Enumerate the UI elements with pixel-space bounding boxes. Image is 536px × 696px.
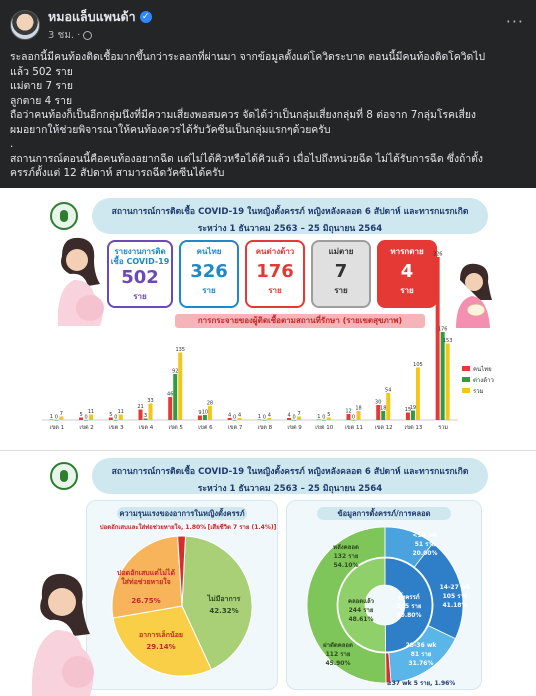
bar-value-label: 12 (345, 408, 352, 415)
stat-unit: ราย (334, 286, 348, 295)
bar-value-label: 46 (167, 391, 174, 398)
bar-value-label: 54 (385, 387, 392, 394)
pie-label-pneumonia-pct: 26.75% (131, 597, 161, 605)
stat-value: 176 (256, 261, 294, 282)
category-tick-label: เขต 6 (198, 425, 213, 431)
category-tick-label: เขต 3 (109, 425, 124, 431)
post-line: สถานการณ์ตอนนี้คือคนท้องอยากฉีด แต่ไม่ได้คิวหรือได้คิวแล้ว เมื่อไปถึงหน่วยฉีด ไม่ได้รับการฉีด ซึ่งถ้าตั้ง (10, 152, 483, 165)
category-tick-label: รวม (438, 425, 448, 431)
legend-swatch (462, 388, 470, 393)
author-row (48, 7, 152, 27)
stat-box-total (107, 240, 173, 308)
bar (411, 411, 415, 421)
panel1-title (92, 198, 488, 234)
stat-label: คนต่างด้าว (255, 247, 295, 256)
donut-label-28-36-text: 28-36 wk (405, 642, 437, 649)
bar-value-label: 30 (375, 399, 382, 406)
bar-value-label: 0 (292, 414, 296, 421)
donut-label-delivered-count: 244 ราย (348, 607, 374, 614)
legend-entry (462, 364, 494, 375)
bar-value-label: 5 (327, 412, 331, 418)
post-line: ถือว่าคนท้องก็เป็นอีกกลุ่มนึงที่มีความเสี่ยงพอสมควร จัดได้ว่าเป็นกลุ่มเสี่ยงกลุ่มที่ 8 ต่อจาก 7กลุ่มโรคเสี่ยง (10, 109, 477, 121)
bar-value-label: 0 (233, 414, 237, 421)
donut-label-delivered (339, 597, 383, 624)
category-tick-label: เขต 11 (345, 425, 363, 431)
severity-card-title: ความรุนแรงของอาการในหญิงตั้งครรภ์ (117, 507, 247, 520)
donut-label-pregnant-count: 255 ราย (396, 603, 422, 610)
bar-value-label: 4 (287, 412, 291, 419)
donut-label-csection-count: 112 ราย (325, 651, 351, 658)
bar-value-label: 7 (59, 411, 63, 417)
bar-value-label: 92 (172, 368, 179, 375)
donut-label-postpartum-count: 132 ราย (333, 553, 359, 560)
post-line: ลูกตาย 4 ราย (10, 94, 73, 107)
bar (297, 417, 301, 421)
post-line: ครรภ์ตั้งแต่ 12 สัปดาห์ สามารถฉีดวัคซีนได้ครับ (10, 167, 225, 179)
stat-unit: ราย (202, 286, 216, 295)
bar-chart-legend (462, 364, 494, 397)
category-tick-label: เขต 5 (168, 425, 183, 431)
panel2-title-line2: ระหว่าง 1 ธันวาคม 2563 – 25 มิถุนายน 2564 (197, 484, 383, 494)
bar (357, 411, 361, 420)
category-tick-label: เขต 8 (257, 425, 273, 431)
severity-pie-chart (107, 531, 257, 681)
bar (446, 344, 450, 421)
stat-unit: ราย (133, 292, 147, 301)
panel2-title-line1: สถานการณ์การติดเชื้อ COVID-19 ในหญิงตั้งครรภ์ หญิงหลังคลอด 6 สัปดาห์ และทารกแรกเกิด (111, 467, 469, 477)
bar-value-label: 0 (322, 414, 326, 421)
infographic-image[interactable] (0, 188, 536, 696)
pregnancy-card (286, 500, 482, 690)
donut-label-pregnant-pct: 50.80% (396, 612, 422, 619)
category-tick-label: เขต 2 (79, 425, 94, 431)
globe-icon (83, 31, 92, 40)
post-line: แม่ตาย 7 ราย (10, 80, 73, 92)
pie-label-mild-pct: 29.14% (146, 643, 176, 651)
stat-box-foreign (245, 240, 305, 308)
donut-label-postpartum-text: หลังคลอด (333, 544, 359, 551)
category-tick-label: เขต 10 (315, 425, 334, 431)
post-meta (48, 7, 152, 43)
post-text (10, 50, 525, 181)
bar-value-label: 19 (409, 405, 417, 411)
pregnant-woman-illustration-icon (44, 234, 108, 326)
bar-value-label: 326 (432, 251, 443, 258)
donut-label-csection (313, 641, 363, 668)
bar-value-label: 3 (143, 413, 148, 419)
bar-value-label: 21 (137, 404, 144, 410)
donut-label-postpartum-pct: 54.10% (333, 562, 359, 569)
post-line: แล้ว 502 ราย (10, 65, 73, 78)
bar-value-label: 0 (54, 414, 58, 421)
category-tick-label: เขต 1 (49, 425, 65, 431)
stat-boxes (107, 240, 437, 308)
legend-label: ต่างด้าว (473, 377, 494, 384)
legend-label: รวม (473, 388, 484, 395)
bar-value-label: 4 (238, 412, 242, 419)
bar (178, 353, 182, 421)
pregnancy-card-title: ข้อมูลการตั้งครรภ์/การคลอด (317, 507, 451, 520)
avatar[interactable] (10, 10, 40, 40)
stat-label: รายงานการติดเชื้อ COVID-19 (110, 247, 170, 266)
bar (436, 257, 440, 420)
bar-value-label: 0 (351, 414, 356, 421)
legend-entry (462, 386, 494, 397)
stat-box-infant-death (377, 240, 437, 308)
panel1-title-line2: ระหว่าง 1 ธันวาคม 2563 – 25 มิถุนายน 2564 (197, 224, 383, 234)
more-options-icon[interactable]: ··· (505, 12, 524, 31)
pie-label-mild: อาการเล็กน้อย (138, 631, 184, 639)
donut-label-pregnant-text: ตั้งครรภ์ (398, 594, 420, 601)
post-time[interactable]: 3 ชม. (48, 30, 75, 41)
bar-value-label: 4 (228, 412, 232, 419)
donut-label-lt14-text: <14 wk (412, 532, 438, 539)
ministry-logo-icon (50, 462, 78, 490)
legend-entry (462, 375, 494, 386)
donut-label-postpartum (323, 543, 369, 570)
post-line: . (10, 138, 14, 150)
mother-baby-illustration-icon (450, 260, 496, 328)
bar (406, 413, 410, 421)
donut-label-lt14 (403, 531, 447, 558)
bar-value-label: 0 (262, 414, 266, 421)
bar-value-label: 11 (117, 409, 124, 415)
bar-value-label: 28 (206, 400, 214, 407)
donut-label-lt14-pct: 20.00% (412, 550, 438, 557)
donut-label-28-36-pct: 31.76% (408, 660, 434, 667)
bar-value-label: 135 (175, 347, 185, 353)
stat-label: ทารกตาย (390, 247, 424, 256)
pie-label-death: [เสียชีวิต 7 ราย (1.4%)] (207, 524, 277, 531)
donut-label-lt14-count: 51 ราย (414, 541, 436, 548)
severity-card (86, 500, 278, 690)
panel2-title (92, 458, 488, 494)
bar-value-label: 4 (267, 412, 271, 419)
donut-label-14-27-text: 14-27 wk (439, 584, 471, 591)
bar-value-label: 1 (49, 414, 53, 420)
bar-value-label: 1 (257, 414, 261, 420)
bar (59, 417, 63, 421)
donut-label-csection-pct: 45.90% (325, 660, 351, 667)
pregnant-woman-bottom-illustration-icon (20, 568, 100, 696)
post-header (10, 8, 152, 42)
donut-label-28-36 (399, 641, 443, 668)
legend-swatch (462, 377, 470, 382)
pie-label-pneumonia: ปอดอักเสบแต่ไม่ได้ใส่ท่อช่วยหายใจ (117, 569, 176, 586)
donut-label-14-27-pct: 41.18% (442, 602, 468, 609)
bar-value-label: 7 (297, 411, 301, 417)
pie-label-no-symptom: ไม่มีอาการ (207, 595, 241, 603)
donut-label-csection-text: ผ่าตัดคลอด (323, 642, 353, 649)
bar-value-label: 33 (147, 398, 154, 404)
bar (208, 406, 212, 420)
donut-label-ge37: ≥37 wk 5 ราย, 1.96% (386, 680, 456, 687)
bar-value-label: 11 (87, 409, 95, 415)
bar (149, 404, 153, 421)
post-line: ระลอกนี้มีคนท้องติดเชื้อมากขึ้นกว่าระลอกที่ผ่านมา จากข้อมูลตั้งแต่โควิดระบาด ตอนนี้มีคนท้องติดโควิดไป (10, 51, 486, 63)
category-tick-label: เขต 12 (374, 425, 393, 431)
bar-value-label: 10 (201, 409, 209, 416)
bar (198, 416, 202, 421)
donut-label-pregnant (387, 593, 431, 620)
post-line: ผมอยากให้ช่วยพิจารณาให้คนท้องควรได้รับวัคซีนเป็นกลุ่มแรกๆด้วยครับ (10, 123, 331, 136)
donut-label-28-36-count: 81 ราย (410, 651, 432, 658)
bar (416, 368, 420, 421)
stat-box-maternal-death (311, 240, 371, 308)
pie-label-intubated: ปอดอักเสบและใส่ท่อช่วยหายใจ, 1.80% (99, 524, 207, 531)
panel-divider (0, 450, 536, 451)
stat-box-thai (179, 240, 239, 308)
stat-unit: ราย (268, 286, 282, 295)
stat-unit: ราย (400, 286, 414, 295)
category-tick-label: เขต 7 (227, 425, 243, 431)
bar (203, 415, 207, 420)
bar (347, 414, 351, 420)
legend-swatch (462, 366, 470, 371)
bar (173, 374, 177, 420)
bar-value-label: 18 (380, 405, 387, 412)
bar (381, 411, 385, 420)
bar-value-label: 15 (404, 407, 412, 413)
distribution-chart-title: การกระจายของผู้ติดเชื้อตามสถานที่รักษา (รายเขตสุขภาพ) (175, 314, 425, 328)
bar-value-label: 153 (442, 338, 453, 344)
bar-value-label: 1 (317, 414, 321, 420)
panel1-title-line1: สถานการณ์การติดเชื้อ COVID-19 ในหญิงตั้งครรภ์ หญิงหลังคลอด 6 สัปดาห์ และทารกแรกเกิด (111, 207, 469, 217)
bar (89, 415, 93, 421)
stat-value: 4 (400, 261, 414, 282)
legend-label: คนไทย (473, 366, 492, 373)
bar (168, 397, 172, 420)
bar (119, 415, 123, 421)
category-tick-label: เขต 9 (287, 425, 302, 431)
stat-value: 7 (334, 261, 348, 282)
bar-value-label: 176 (437, 326, 448, 333)
stat-value: 502 (121, 267, 159, 288)
ministry-logo-icon (50, 202, 78, 230)
verified-badge-icon: ✓ (140, 11, 152, 23)
bar-value-label: 0 (114, 414, 118, 421)
bar-value-label: 0 (84, 414, 88, 421)
dot-separator: · (77, 30, 81, 41)
bar-value-label: 5 (109, 412, 113, 418)
pie-label-no-symptom-pct: 42.32% (209, 607, 239, 615)
bar-value-label: 9 (198, 410, 202, 416)
donut-label-14-27 (433, 583, 477, 610)
category-tick-label: เขต 4 (138, 425, 154, 431)
time-row (48, 28, 152, 43)
bar-value-label: 5 (79, 412, 83, 418)
donut-label-14-27-count: 105 ราย (442, 593, 468, 600)
bar (441, 332, 445, 420)
donut-label-delivered-text: คลอดแล้ว (347, 598, 375, 605)
stat-label: คนไทย (196, 247, 222, 256)
bar-value-label: 105 (413, 362, 423, 368)
stat-value: 326 (190, 261, 228, 282)
stat-label: แม่ตาย (328, 247, 354, 256)
donut-label-delivered-pct: 48.61% (348, 616, 374, 623)
bar (386, 393, 390, 420)
category-tick-label: เขต 13 (404, 425, 423, 431)
author-name[interactable]: หมอแล็บแพนด้า (48, 9, 136, 24)
bar (139, 410, 143, 421)
bar-value-label: 18 (355, 405, 362, 412)
